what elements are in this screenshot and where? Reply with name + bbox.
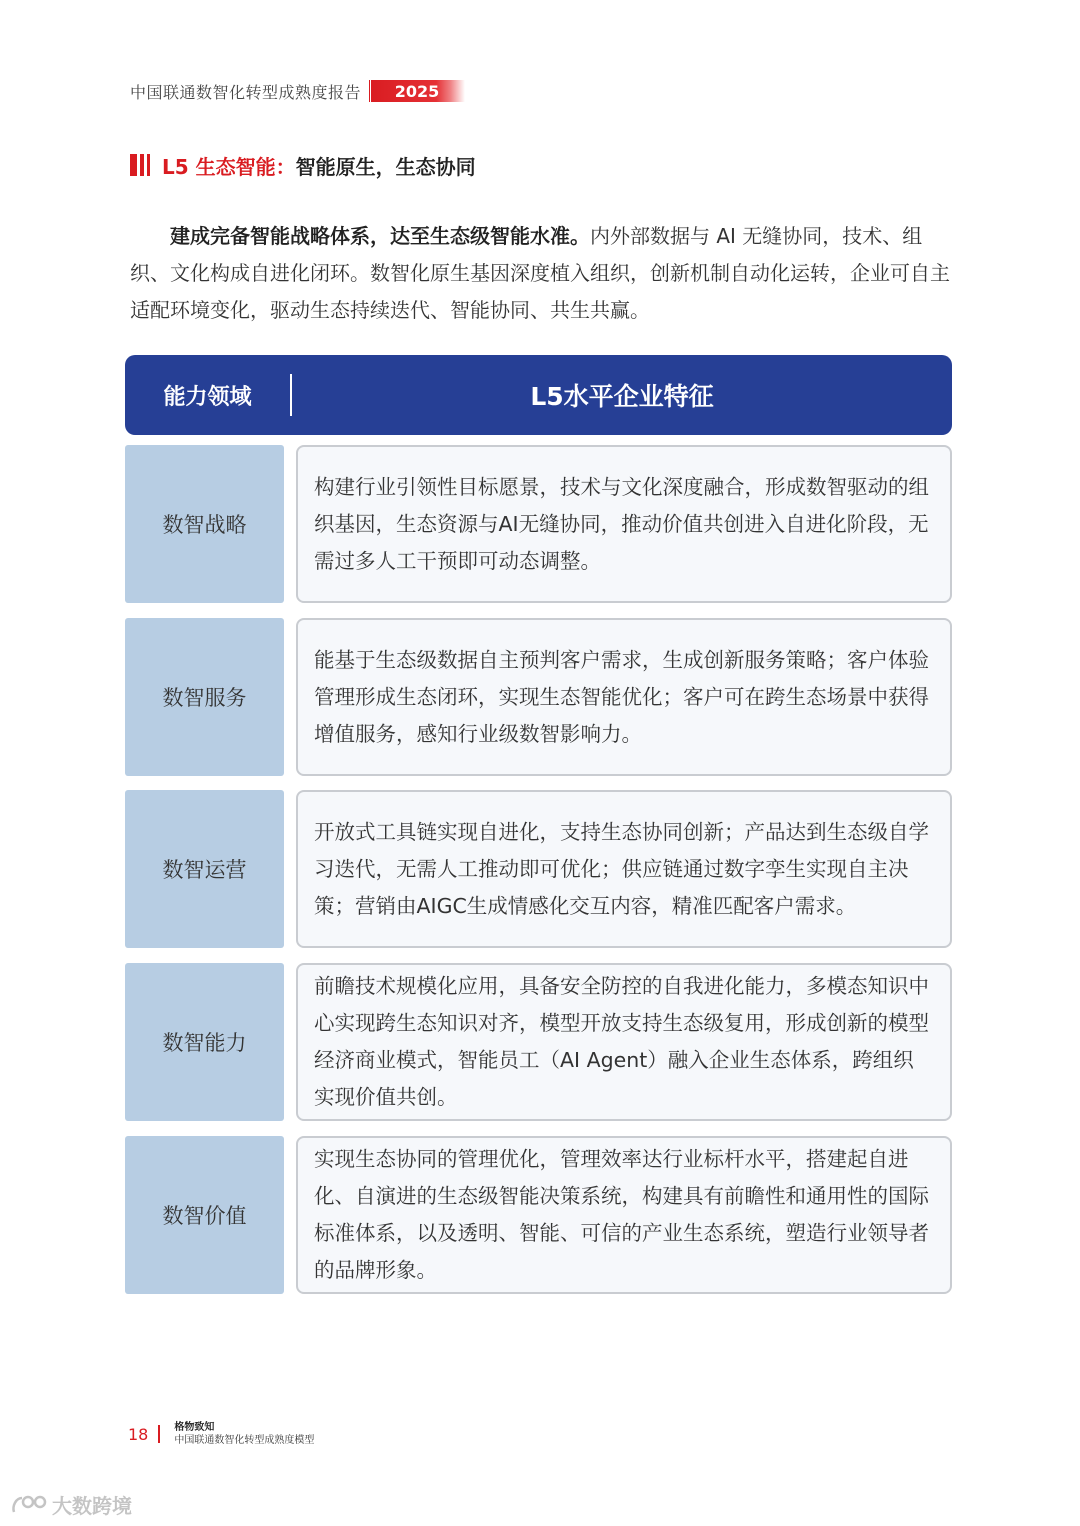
row-text-content: 前瞻技术规模化应用，具备安全防控的自我进化能力，多模态知识中心实现跨生态知识对齐，模型开放支持生态级复用，形成创新的模型经济商业模式，智能员工（AI Agent）融入企业生态体系，跨组织实现价值共创。 [314,974,929,1109]
row-label-capability: 数智能力 [125,963,284,1121]
row-text-service [296,618,952,776]
intro-text: 内外部数据与 AI 无缝协同，技术、组织、文化构成自进化闭环。数智化原生基因深度植入组织，创新机制自动化运转，企业可自主适配环境变化，驱动生态持续迭代、智能协同、共生共赢。 [130,224,950,322]
row-text-operations [296,790,952,948]
row-text-content: 构建行业引领性目标愿景，技术与文化深度融合，形成数智驱动的组织基因，生态资源与AI无缝协同，推动价值共创进入自进化阶段，无需过多人工干预即可动态调整。 [314,474,929,573]
footer-line1: 格物致知 [174,1422,215,1433]
row-text-value [296,1136,952,1294]
row-text-capability [296,963,952,1121]
year-badge: 2025 [369,80,465,102]
row-label-value: 数智价值 [125,1136,284,1294]
section-heading-subtitle: 智能原生，生态协同 [295,154,476,179]
intro-bold: 建成完备智能战略体系，达至生态级智能水准。 [170,224,590,248]
watermark [10,1490,132,1519]
footer-text [174,1421,314,1447]
row-text-strategy [296,445,952,603]
page-footer [128,1421,314,1447]
page-number: 18 [128,1424,149,1444]
column-header-features: L5水平企业特征 [530,382,714,411]
section-heading-level: L5 生态智能： [162,154,296,179]
footer-divider [158,1425,160,1443]
row-text-content: 开放式工具链实现自进化，支持生态协同创新；产品达到生态级自学习迭代，无需人工推动即可优化；供应链通过数字孪生实现自主决策；营销由AIGC生成情感化交互内容，精准匹配客户需求。 [314,819,929,918]
footer-line2: 中国联通数智化转型成熟度模型 [174,1435,315,1446]
section-heading [130,150,476,180]
report-title: 中国联通数智化转型成熟度报告 [130,82,362,102]
report-header [130,80,465,102]
watermark-logo-icon [10,1492,48,1518]
intro-paragraph [130,218,960,329]
row-text-content: 实现生态协同的管理优化，管理效率达行业标杆水平，搭建起自进化、自演进的生态级智能决策系统，构建具有前瞻性和通用性的国际标准体系，以及透明、智能、可信的产业生态系统，塑造行业领导者的品牌形象。 [314,1147,929,1282]
row-label-service: 数智服务 [125,618,284,776]
table-header [125,355,952,435]
row-label-operations: 数智运营 [125,790,284,948]
heading-bars-icon [130,154,150,176]
row-text-content: 能基于生态级数据自主预判客户需求，生成创新服务策略；客户体验管理形成生态闭环，实现生态智能优化；客户可在跨生态场景中获得增值服务，感知行业级数智影响力。 [314,647,929,746]
column-header-domain: 能力领域 [163,384,252,410]
watermark-text: 大数跨境 [52,1494,132,1518]
row-label-strategy: 数智战略 [125,445,284,603]
